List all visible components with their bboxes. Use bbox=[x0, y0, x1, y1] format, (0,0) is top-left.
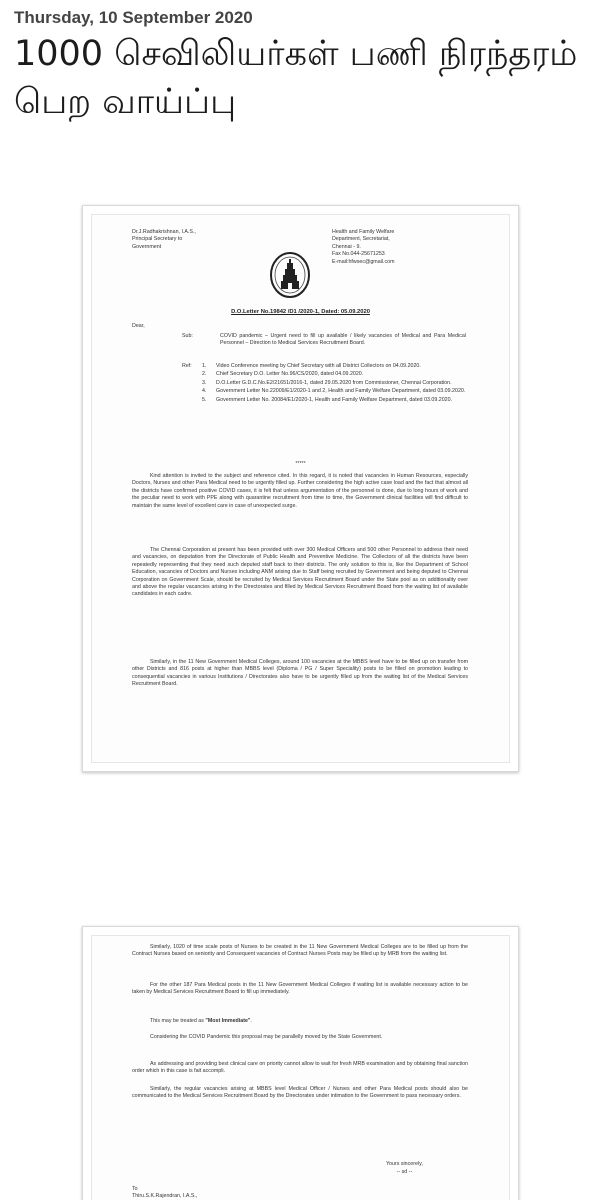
letter-paragraph: This may be treated as "Most Immediate". bbox=[150, 1018, 252, 1024]
reference-item: 5. Government Letter No. 20084/E1/2020-1, Health and Family Welfare Department, dated 03.09.2020. bbox=[202, 396, 453, 403]
letter-paragraph: Similarly, the regular vacancies arising at MBBS level Medical Officer / Nurses and other Para Medical posts should also be communicated to the Medical Services Recruitment Board by the Directorates under intimation to the Government to pass necessary orders. bbox=[132, 1086, 468, 1100]
sender-line: Government bbox=[132, 243, 162, 250]
sender-block bbox=[132, 229, 262, 251]
letter-paragraph: The Chennai Corporation at present has been provided with over 300 Medical Officers and 500 other Personnel to address their need and vacancies, on deputation from the Directorate of Public Health and Preventive Medicine. The Collectors of all the districts have been repeatedly representing that they need such deputed staff back to their districts. The only solution to this is, like the Department of School Education, vacancies of Doctors and Nurses including ANM arising due to Staff being recruited by Government and being deputed to Chennai Corporation on Government Scale, should be recruited by Medical Services Recruitment Board under the State pool as on additionality over and above the regular vacancies arising in the Directorates and filled by Medical Services Recruitment Board from the waiting list of available candidates in each cadre. bbox=[132, 547, 468, 598]
letter-paragraph: Similarly, 1020 of time scale posts of Nurses to be created in the 11 New Government Medical Colleges are to be filled up from the Contract Nurses based on seniority and Consequent vacancies of Contract Nurses Posts may be filled up by MRB from the waiting list. bbox=[132, 944, 468, 958]
salutation: Dear, bbox=[132, 323, 145, 329]
recipient-name: Thiru.S.K.Rajendran, I.A.S., bbox=[132, 1193, 198, 1200]
reference-label: Ref: bbox=[182, 363, 192, 369]
closing-block bbox=[386, 1160, 423, 1176]
sender-line: Dr.J.Radhakrishnan, I.A.S., bbox=[132, 229, 196, 235]
recipient-block bbox=[132, 1186, 197, 1200]
address-line: Health and Family Welfare bbox=[332, 229, 395, 235]
letter-page-2 bbox=[91, 935, 510, 1200]
subject-label: Sub: bbox=[182, 333, 193, 339]
tamil-nadu-emblem-icon bbox=[269, 251, 311, 299]
letter-paragraph: Considering the COVID Pandemic this proposal may be parallelly moved by the State Government. bbox=[150, 1034, 383, 1040]
address-line: Chennai - 9. bbox=[332, 243, 361, 250]
address-line: E-mail:hfwsec@gmail.com bbox=[332, 258, 395, 265]
signature-text: -- sd -- bbox=[396, 1169, 413, 1175]
to-label: To bbox=[132, 1186, 138, 1192]
address-line: Fax No.044-25671253 bbox=[332, 251, 385, 258]
separator: ***** bbox=[295, 461, 306, 467]
letter-paragraph: For the other 187 Para Medical posts in the 11 New Government Medical Colleges if waiting list is available necessary action to be taken by Medical Services Recruitment Board to fill up immediately. bbox=[132, 982, 468, 996]
address-block bbox=[332, 229, 472, 266]
letter-page-1 bbox=[91, 214, 510, 763]
reference-item: 4. Government Letter No.22009/E1/2020-1 and 2, Health and Family Welfare Department, dated 03.09.2020. bbox=[202, 388, 466, 395]
letter-paragraph: As addressing and providing best clinical care on priority cannot allow to wait for fresh MRB examination and by obtaining final sanction order which in this case is fait accompli. bbox=[132, 1061, 468, 1075]
letter-image-page-1[interactable] bbox=[82, 205, 519, 772]
letter-image-page-2[interactable] bbox=[82, 926, 519, 1200]
subject-text: COVID pandemic – Urgent need to fill up available / likely vacancies of Medical and Para Medical Personnel – Direction to Medical Services Recruitment Board. bbox=[220, 333, 466, 347]
post-date: Thursday, 10 September 2020 bbox=[14, 8, 253, 27]
closing-text: Yours sincerely, bbox=[386, 1161, 423, 1167]
reference-item: 3. D.O.Letter G.D.C.No.E2/21651/2016-1, dated 29.05.2020 from Commissioner, Chennai Corporation. bbox=[202, 379, 452, 386]
letter-paragraph: Similarly, in the 11 New Government Medical Colleges, around 100 vacancies at the MBBS level have to be filled up on transfer from other Districts and 816 posts at higher than MBBS level (Diploma / PG / Super Speciality) posts to be filled on promotion leading to consequential vacancies in various Institutions / Directorates also have to be urgently filled up from the waiting list of the Medical Services Recruitment Board. bbox=[132, 659, 468, 688]
address-line: Department, Secretariat, bbox=[332, 236, 390, 243]
reference-item: 2. Chief Secretary D.O. Letter No.96/CS/2020, dated 04.09.2020. bbox=[202, 371, 364, 378]
letter-paragraph: Kind attention is invited to the subject and reference cited. In this regard, it is noted that vacancies in Human Resources, especially Doctors, Nurses and other Para Medical need to be urgently filled up. Further considering the high active case load and the fact that almost all the districts have confirmed positive COVID cases, it is felt that unless argumentation of the personnel is done, due to long hours of work and the peculiar need to work with PPE along with quarantine recruitment from time to time, the Government clinical facilities will find difficult to maintain the same level of excellent care in case of unexpected surge. bbox=[132, 473, 468, 509]
reference-item: 1. Video Conference meeting by Chief Secretary with all District Collectors on 04.09.2020. bbox=[202, 363, 421, 369]
most-immediate-label: "Most Immediate" bbox=[205, 1018, 251, 1024]
post-title[interactable]: 1000 செவிலியர்கள் பணி நிரந்தரம் பெற வாய்ப்பு bbox=[14, 34, 578, 122]
reference-list bbox=[202, 363, 466, 405]
letter-reference-number: D.O.Letter No.19842 /D1 /2020-1, Dated: 05.09.2020 bbox=[231, 309, 370, 315]
sender-line: Principal Secretary to bbox=[132, 236, 183, 243]
